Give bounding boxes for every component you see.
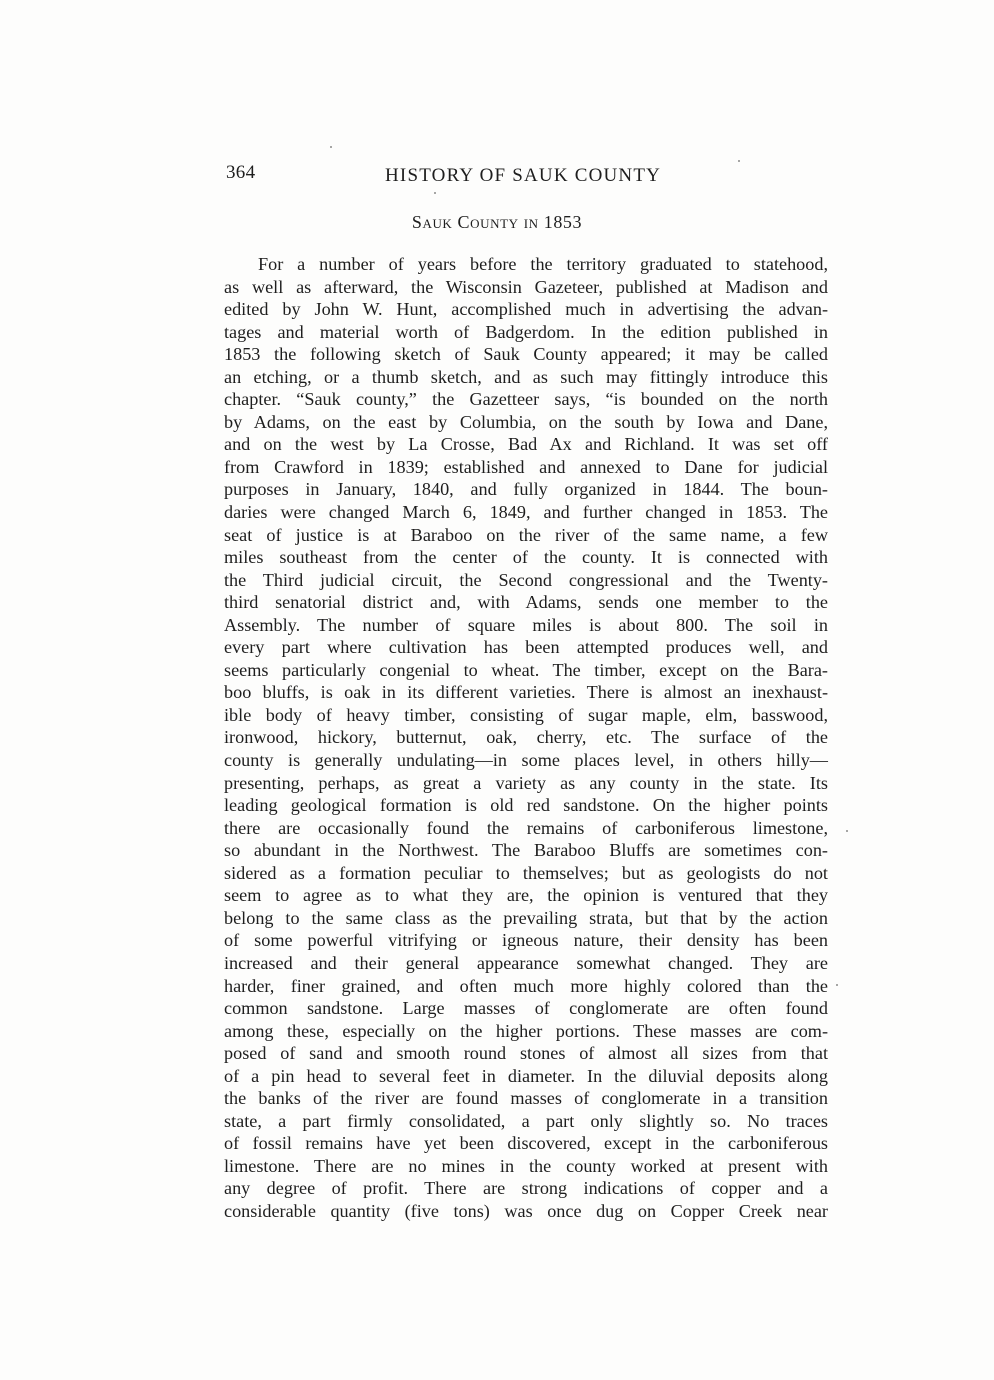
text-line: of a pin head to several feet in diameter. In the diluvial deposits along: [224, 1065, 828, 1086]
text-line: the banks of the river are found masses of conglomerate in a transition: [224, 1088, 828, 1109]
text-line: by Adams, on the east by Columbia, on the south by Iowa and Dane,: [224, 411, 828, 432]
text-line: leading geological formation is old red sandstone. On the higher points: [224, 795, 828, 816]
scan-speck: [330, 146, 332, 148]
text-line: county is generally undulating—in some places level, in others hilly—: [224, 750, 828, 771]
text-line: limestone. There are no mines in the county worked at present with: [224, 1155, 828, 1176]
text-line: ible body of heavy timber, consisting of sugar maple, elm, basswood,: [224, 704, 828, 725]
text-line: 1853 the following sketch of Sauk County appeared; it may be called: [224, 344, 828, 365]
text-line: Assembly. The number of square miles is about 800. The soil in: [224, 614, 828, 635]
text-line: so abundant in the Northwest. The Baraboo Bluffs are sometimes con-: [224, 840, 828, 861]
text-line: chapter. “Sauk county,” the Gazetteer says, “is bounded on the north: [224, 389, 828, 410]
text-line: there are occasionally found the remains of carboniferous limestone,: [224, 817, 828, 838]
text-line: third senatorial district and, with Adams, sends one member to the: [224, 592, 828, 613]
text-line: edited by John W. Hunt, accomplished much in advertising the advan-: [224, 299, 828, 320]
text-line: state, a part firmly consolidated, a part only slightly so. No traces: [224, 1110, 828, 1131]
text-line: ironwood, hickory, butternut, oak, cherry, etc. The surface of the: [224, 727, 828, 748]
text-line: any degree of profit. There are strong indications of copper and a: [224, 1178, 828, 1199]
page-number: 364: [226, 162, 256, 183]
text-line: boo bluffs, is oak in its different varieties. There is almost an inexhaust-: [224, 682, 828, 703]
text-line: tages and material worth of Badgerdom. In the edition published in: [224, 321, 828, 342]
text-line: posed of sand and smooth round stones of almost all sizes from that: [224, 1043, 828, 1064]
text-line: and on the west by La Crosse, Bad Ax and Richland. It was set off: [224, 434, 828, 455]
body-text: [224, 253, 828, 1223]
text-line: of some powerful vitrifying or igneous nature, their density has been: [224, 930, 828, 951]
text-line: as well as afterward, the Wisconsin Gazeteer, published at Madison and: [224, 276, 828, 297]
text-line: For a number of years before the territory graduated to statehood,: [258, 254, 828, 274]
text-line: every part where cultivation has been attempted produces well, and: [224, 637, 828, 658]
text-line: seems particularly congenial to wheat. The timber, except on the Bara-: [224, 659, 828, 680]
text-line: increased and their general appearance somewhat changed. They are: [224, 952, 828, 973]
scan-speck: [836, 984, 838, 986]
text-line: sidered as a formation peculiar to themselves; but as geologists do not: [224, 862, 828, 883]
text-line: presenting, perhaps, as great a variety as any county in the state. Its: [224, 772, 828, 793]
text-line: miles southeast from the center of the county. It is connected with: [224, 547, 828, 568]
text-line: belong to the same class as the prevailing strata, but that by the action: [224, 907, 828, 928]
text-line: seat of justice is at Baraboo on the river of the same name, a few: [224, 524, 828, 545]
text-line: purposes in January, 1840, and fully organized in 1844. The boun-: [224, 479, 828, 500]
section-title: Sauk County in 1853: [411, 212, 583, 232]
text-line: daries were changed March 6, 1849, and further changed in 1853. The: [224, 502, 828, 523]
text-line: from Crawford in 1839; established and annexed to Dane for judicial: [224, 456, 828, 477]
text-line: the Third judicial circuit, the Second congressional and the Twenty-: [224, 569, 828, 590]
text-line: seem to agree as to what they are, the opinion is ventured that they: [224, 885, 828, 906]
text-line: common sandstone. Large masses of conglomerate are often found: [224, 998, 828, 1019]
running-head: HISTORY OF SAUK COUNTY: [385, 165, 662, 186]
scan-speck: [846, 830, 848, 832]
text-line: considerable quantity (five tons) was once dug on Copper Creek near: [224, 1200, 828, 1221]
text-line: among these, especially on the higher portions. These masses are com-: [224, 1020, 828, 1041]
text-line: of fossil remains have yet been discovered, except in the carboniferous: [224, 1133, 828, 1154]
text-line: an etching, or a thumb sketch, and as such may fittingly introduce this: [224, 366, 828, 387]
text-line: harder, finer grained, and often much more highly colored than the: [224, 975, 828, 996]
scan-speck: [738, 160, 740, 162]
scan-speck: [434, 192, 436, 194]
